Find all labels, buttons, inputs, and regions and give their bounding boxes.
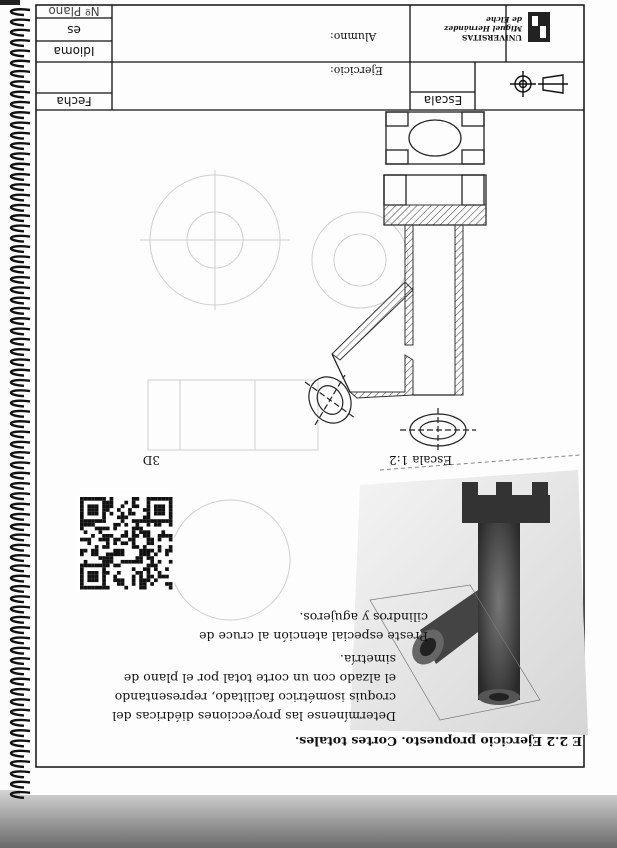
university-name: UNIVERSITAS Miguel Hernández de Elche [444, 15, 522, 42]
escala-label: Escala [423, 93, 463, 107]
3d-label: 3D [142, 453, 160, 467]
university-logo-icon [528, 12, 550, 42]
plano-label: Nº Plano [48, 4, 100, 18]
instructions-paragraph: Determínense las proyecciones diédricas del croquis isométrico facilitado, representando el alzado con un corte total por el plano de simetría. [112, 652, 396, 724]
idioma-label: Idioma [53, 44, 95, 58]
alumno-label: Alumno: [330, 30, 377, 43]
scale-text: Escala 1:2 [389, 453, 452, 467]
fecha-label: Fecha [56, 94, 92, 108]
idioma-value: es [67, 23, 81, 37]
ejercicio-label: Ejercicio: [330, 64, 383, 77]
note-paragraph: Preste especial atención al cruce de cilindros y agujeros. [199, 610, 428, 644]
exercise-heading: E 2.2 Ejercicio propuesto. Cortes totales. [294, 734, 582, 749]
qr-code-icon [78, 495, 175, 592]
